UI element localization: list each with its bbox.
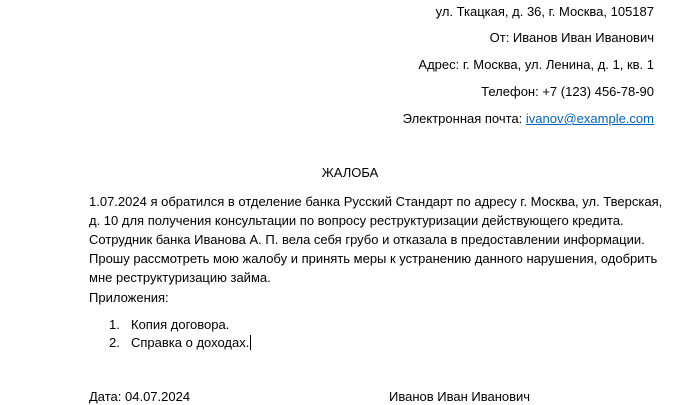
document-title: ЖАЛОБА — [321, 165, 379, 180]
complaint-body: 1.07.2024 я обратился в отделение банка Русский Стандарт по адресу г. Москва, ул. Тверская, д. 10 для получения консультации по вопросу реструктуризации действующего кредита. Сотрудник банка Иванова А. П. вела себя грубо и отказала в предоставлении информации. Прошу рассмотреть мою жалобу и принять меры к устранению данного нарушения, одобрить мне реструктуризацию займа. — [89, 194, 663, 285]
email-label: Электронная почта: — [402, 111, 526, 126]
recipient-address: ул. Ткацкая, д. 36, г. Москва, 105187 — [435, 4, 654, 19]
text-cursor — [250, 335, 251, 350]
email-link[interactable]: ivanov@example.com — [525, 111, 654, 126]
sender-name: От: Иванов Иван Иванович — [489, 30, 654, 45]
sender-address: Адрес: г. Москва, ул. Ленина, д. 1, кв. 1 — [418, 57, 654, 72]
sender-phone: Телефон: +7 (123) 456-78-90 — [481, 84, 654, 99]
attachment-item — [109, 335, 251, 351]
signature-name: Иванов Иван Иванович — [389, 389, 531, 404]
attachment-number: 2. — [109, 335, 120, 350]
attachment-number: 1. — [109, 317, 120, 332]
attachments-label: Приложения: — [89, 290, 169, 305]
sender-email — [403, 111, 654, 127]
signature-date: Дата: 04.07.2024 — [89, 389, 191, 404]
attachment-item — [109, 317, 229, 333]
attachment-text: Справка о доходах. — [131, 335, 250, 350]
attachment-text: Копия договора. — [131, 317, 230, 332]
